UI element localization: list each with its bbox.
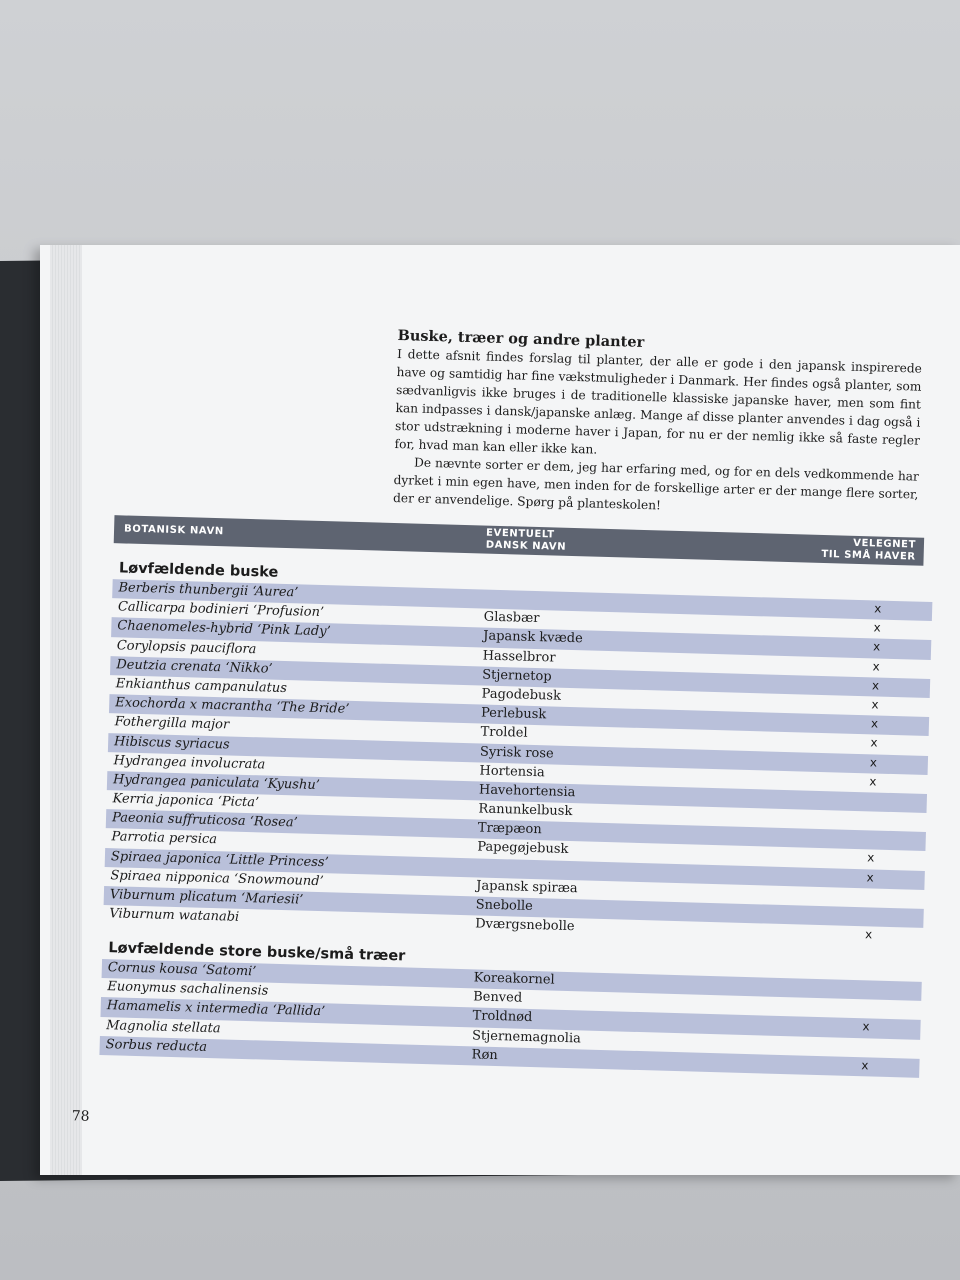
botanical-name: Corylopsis pauciflora bbox=[116, 637, 257, 657]
danish-name: Troldel bbox=[480, 724, 528, 742]
page-number: 78 bbox=[71, 1108, 90, 1125]
danish-name: Japansk spiræa bbox=[476, 878, 578, 897]
danish-name: Ranunkelbusk bbox=[478, 801, 573, 820]
botanical-name: Kerria japonica ‘Picta’ bbox=[112, 791, 260, 811]
intro-text bbox=[393, 327, 923, 522]
small-garden-mark: x bbox=[864, 927, 873, 942]
botanical-name: Deutzia crenata ‘Nikko’ bbox=[116, 657, 273, 677]
section-title: Løvfældende store buske/små træer bbox=[108, 940, 406, 965]
danish-name: Stjernemagnolia bbox=[471, 1027, 582, 1046]
page-content bbox=[14, 245, 960, 1200]
section-deciduous-shrubs bbox=[103, 557, 933, 947]
small-garden-mark: x bbox=[871, 678, 880, 693]
section-large-shrubs-small-trees bbox=[99, 937, 922, 1078]
danish-name: Pagodebusk bbox=[481, 686, 562, 704]
botanical-name: Hydrangea paniculata ‘Kyushu’ bbox=[112, 772, 321, 793]
botanical-name: Enkianthus campanulatus bbox=[115, 676, 288, 697]
botanical-name: Cornus kousa ‘Satomi’ bbox=[107, 960, 257, 980]
botanical-name: Parrotia persica bbox=[111, 829, 218, 848]
small-garden-mark: x bbox=[872, 639, 881, 654]
danish-name: Glasbær bbox=[483, 609, 540, 627]
small-garden-mark: x bbox=[866, 869, 874, 885]
small-garden-mark: x bbox=[872, 658, 880, 674]
botanical-name: Viburnum plicatum ‘Mariesii’ bbox=[109, 887, 304, 908]
danish-name: Stjernetop bbox=[481, 667, 552, 685]
small-garden-mark: x bbox=[870, 735, 878, 750]
danish-name: Benved bbox=[472, 989, 523, 1006]
danish-name: Hortensia bbox=[479, 763, 545, 780]
small-garden-mark: x bbox=[869, 754, 878, 770]
small-garden-mark: x bbox=[867, 850, 875, 865]
danish-name: Troldnød bbox=[472, 1008, 533, 1026]
botanical-name: Callicarpa bodinieri ‘Profusion’ bbox=[117, 599, 325, 621]
botanical-name: Magnolia stellata bbox=[106, 1017, 221, 1036]
small-garden-mark: x bbox=[861, 1058, 869, 1073]
danish-name: Snebolle bbox=[475, 897, 534, 915]
header-danish-name: EVENTUELT DANSK NAVN bbox=[485, 527, 567, 553]
botanical-name: Fothergilla major bbox=[114, 714, 230, 733]
botanical-name: Spiraea nipponica ‘Snowmound’ bbox=[110, 868, 324, 889]
small-garden-mark: x bbox=[862, 1019, 870, 1034]
botanical-name: Hydrangea involucrata bbox=[113, 752, 266, 773]
header-botanical-name: BOTANISK NAVN bbox=[123, 523, 225, 538]
small-garden-mark: x bbox=[871, 697, 879, 712]
small-garden-mark: x bbox=[870, 716, 879, 731]
intro-heading: Buske, træer og andre planter bbox=[397, 327, 645, 351]
danish-name: Syrisk rose bbox=[479, 743, 554, 762]
botanical-name: Spiraea japonica ‘Little Princess’ bbox=[110, 848, 329, 870]
danish-name: Koreakornel bbox=[473, 970, 555, 988]
table-header bbox=[114, 515, 924, 566]
danish-name: Perlebusk bbox=[480, 705, 547, 723]
danish-name: Dværgsnebolle bbox=[474, 916, 575, 935]
danish-name: Hasselbror bbox=[482, 648, 556, 666]
danish-name: Røn bbox=[471, 1047, 498, 1063]
danish-name: Papegøjebusk bbox=[477, 839, 569, 858]
botanical-name: Paeonia suffruticosa ‘Rosea’ bbox=[111, 810, 298, 831]
botanical-name: Exochorda x macrantha ‘The Bride’ bbox=[115, 695, 350, 717]
botanical-name: Euonymus sachalinensis bbox=[107, 979, 269, 999]
section-title: Løvfældende buske bbox=[118, 560, 279, 581]
botanical-name: Hamamelis x intermedia ‘Pallida’ bbox=[106, 998, 326, 1020]
small-garden-mark: x bbox=[873, 601, 882, 616]
danish-name: Japansk kvæde bbox=[483, 628, 583, 647]
intro-paragraph-2: De nævnte sorter er dem, jeg har erfaring med, og for en dels vedkommende har dyrket i min egen have, men inden for de forskellige arter er der mange flere sorter, der er anvendelige. Spørg på planteskolen! bbox=[392, 455, 920, 513]
danish-name: Havehortensia bbox=[478, 782, 576, 801]
small-garden-mark: x bbox=[873, 620, 881, 635]
intro-paragraph-1: I dette afsnit findes forslag til planter, der alle er gode i den japansk inspirerede have og samtidig har fine vækstmuligheder i Danmark. Her findes også planter, som sædvanligvis ikke bruges i de traditionelle klassiske japanske haver, men som fint kan indpasses i dansk/japanske anlæg. Mange af disse planter anvendes i dag også i stor udstrækning i moderne haver i Japan, for nu er der nemlig ikke så faste regler for, hvad man kan eller ikke kan. bbox=[394, 347, 923, 457]
small-garden-mark: x bbox=[869, 774, 877, 789]
botanical-name: Berberis thunbergii ‘Aurea’ bbox=[118, 580, 299, 601]
header-suitable-small-gardens: VELEGNET TIL SMÅ HAVER bbox=[821, 537, 917, 563]
book-page bbox=[40, 245, 960, 1175]
botanical-name: Viburnum watanabi bbox=[109, 906, 240, 926]
botanical-name: Hibiscus syriacus bbox=[113, 733, 230, 752]
botanical-name: Chaenomeles-hybrid ‘Pink Lady’ bbox=[117, 618, 331, 640]
danish-name: Træpæon bbox=[477, 820, 542, 838]
botanical-name: Sorbus reducta bbox=[105, 1036, 208, 1055]
